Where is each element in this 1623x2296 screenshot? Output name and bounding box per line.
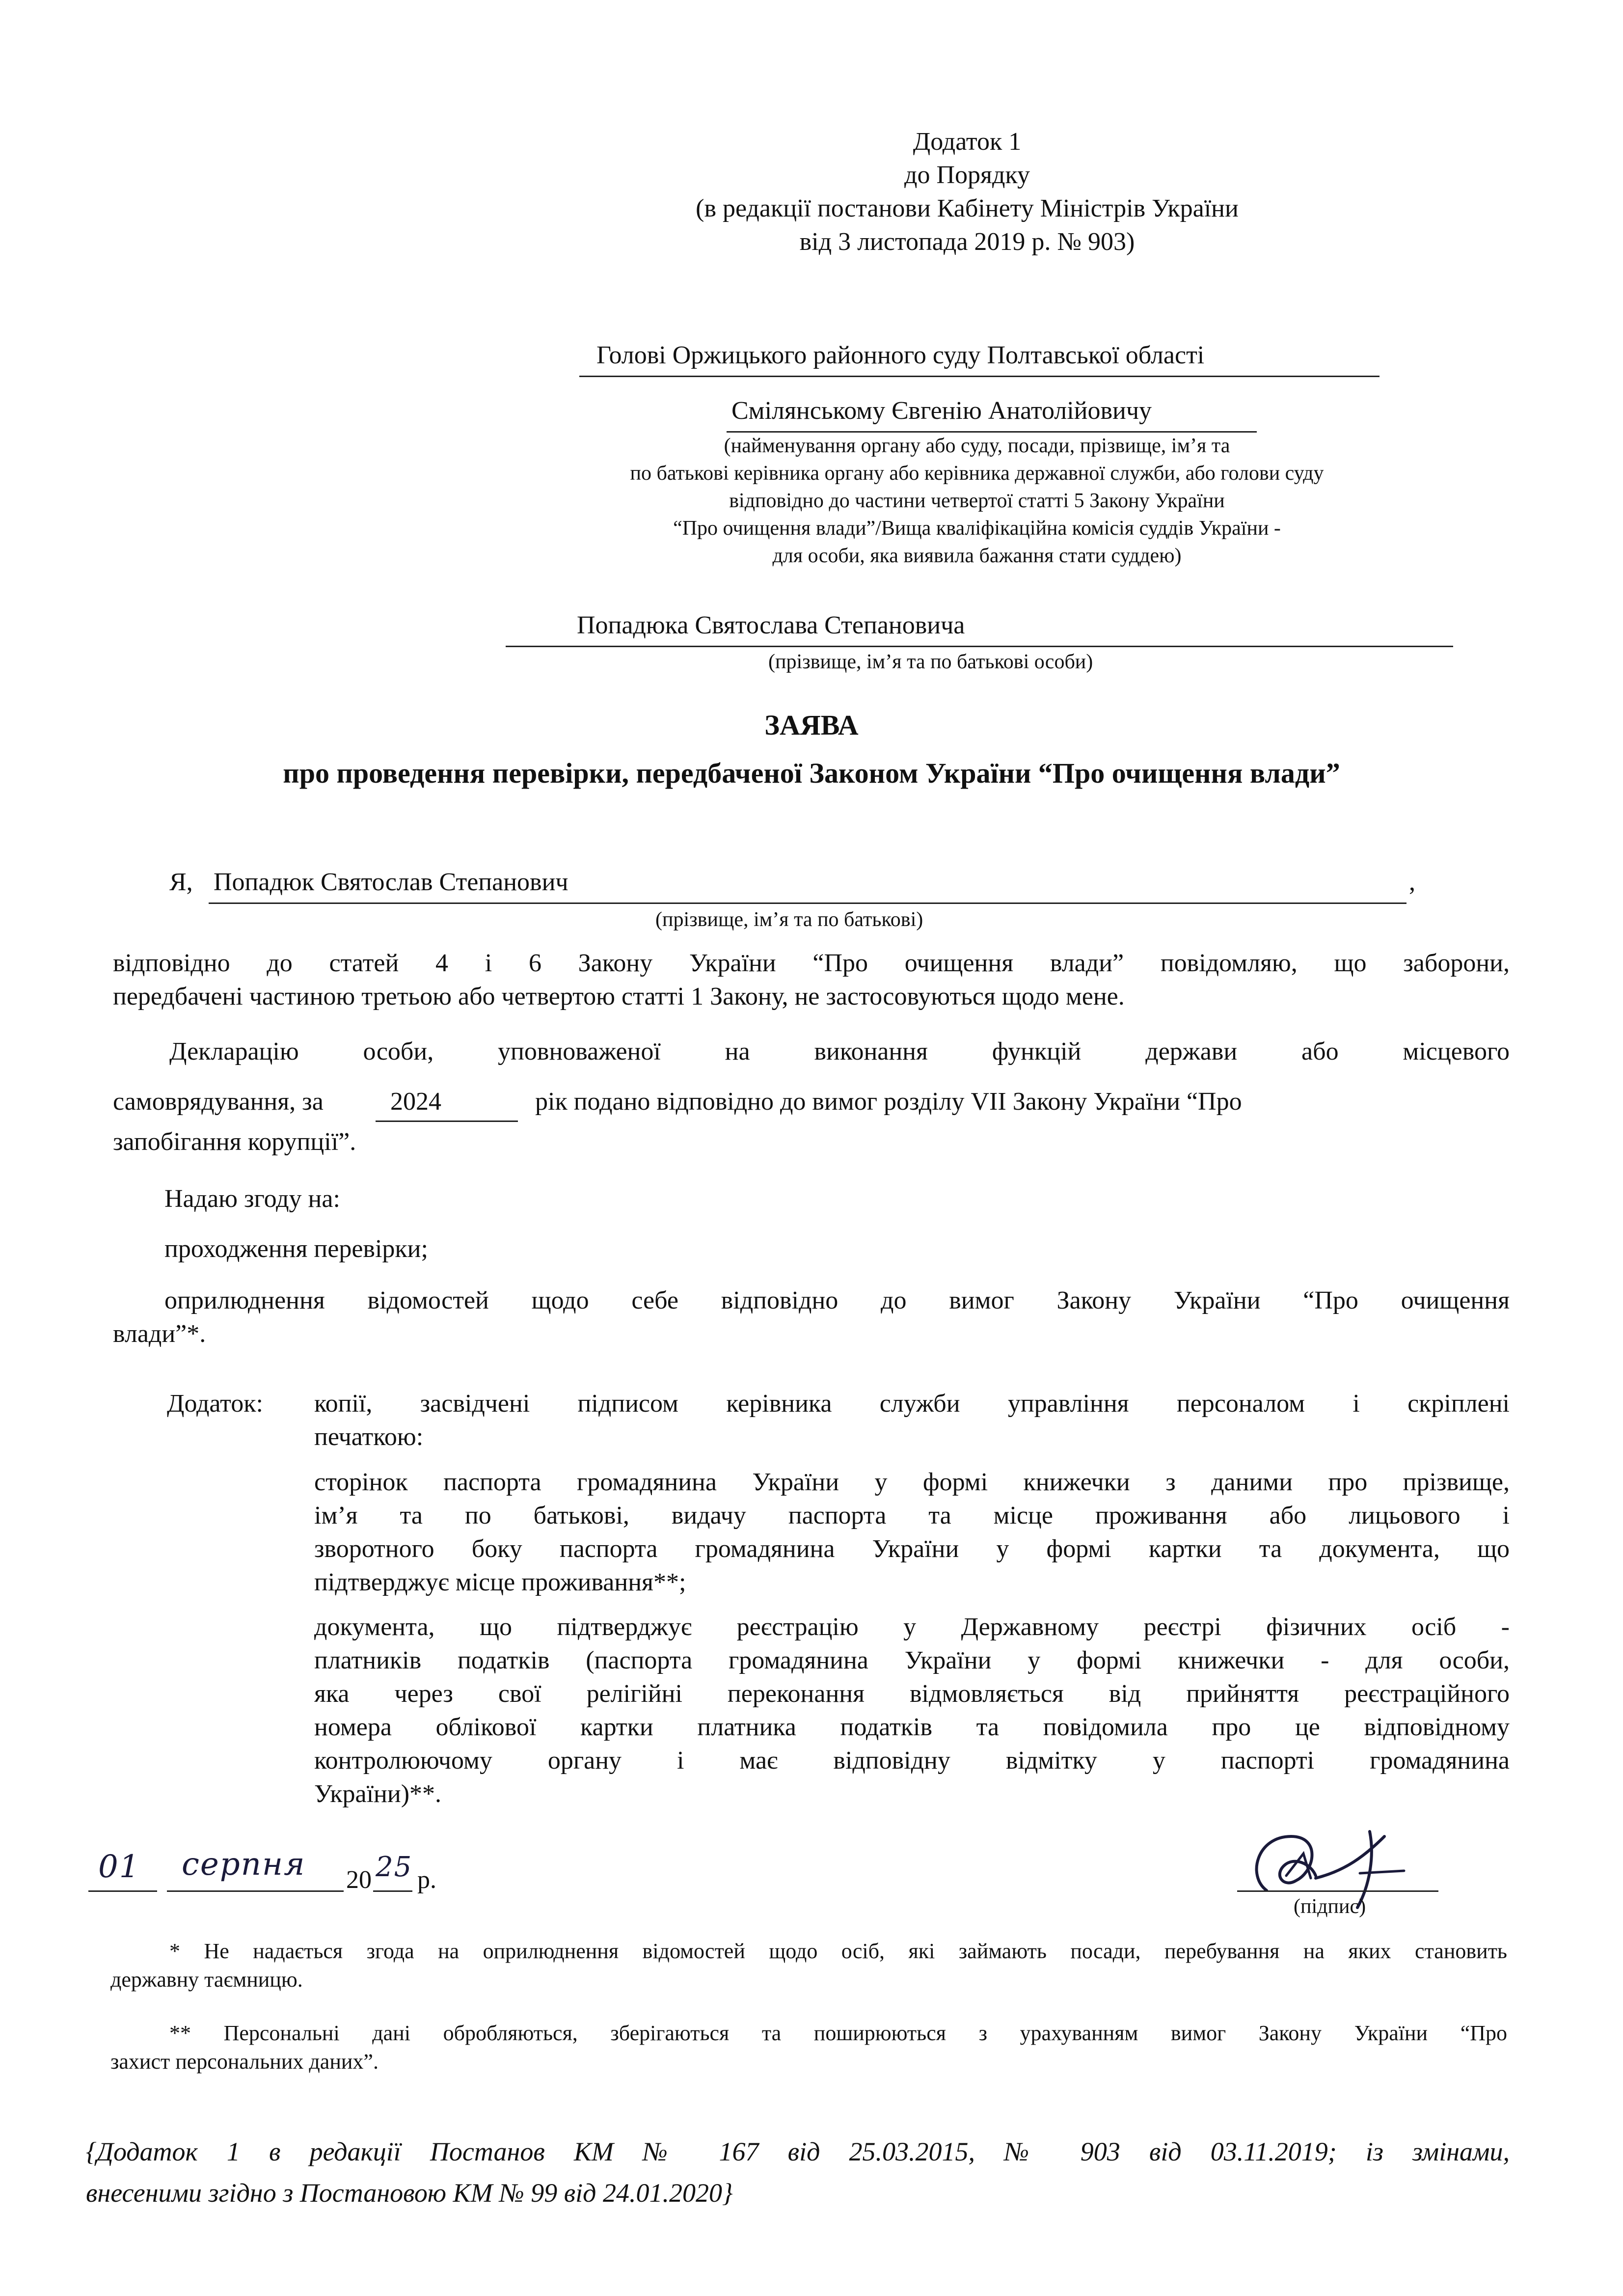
paragraph-1-line-2: передбачені частиною третьою або четвертою статті 1 Закону, не застосовуються щодо мене. — [113, 983, 1125, 1011]
consent-item-2-line-1: оприлюднення відомостей щодо себе відповідно до вимог Закону України “Про очищення — [164, 1286, 1510, 1314]
i-comma: , — [1409, 868, 1415, 896]
date-day: 01 — [98, 1849, 140, 1885]
attachment-label: Додаток: — [167, 1390, 263, 1418]
addressee-hint-3: відповідно до частини четвертої статті 5 Закону України — [729, 490, 1225, 512]
signature-hint: (підпис) — [1294, 1895, 1366, 1918]
footnote-1-line-1: * Не надається згода на оприлюднення відомостей щодо осіб, які займають посади, перебування на яких становить — [169, 1939, 1507, 1963]
header-line-2: до Порядку — [904, 161, 1030, 189]
attachment-b-line-4: підтверджує місце проживання**; — [314, 1568, 686, 1596]
applicant-underline — [506, 646, 1453, 647]
declaration-year: 2024 — [390, 1088, 441, 1116]
header-line-3: (в редакції постанови Кабінету Міністрів України — [696, 194, 1239, 222]
date-year-prefix: 20 — [346, 1866, 372, 1894]
edition-note-line-2: внесеними згідно з Постановою КМ № 99 від 24.01.2020} — [86, 2178, 733, 2208]
i-prefix: Я, — [169, 868, 193, 896]
footnote-2-line-2: захист персональних даних”. — [110, 2050, 379, 2074]
paragraph-2 — [113, 1035, 1510, 1068]
footnote-2-line-1: ** Персональні дані обробляються, зберігаються та поширюються з урахуванням вимог Закону України “Про — [169, 2021, 1507, 2045]
addressee-hint-5: для особи, яка виявила бажання стати суддею) — [772, 545, 1182, 567]
paragraph-1 — [113, 947, 1510, 1013]
footnote-1 — [110, 1937, 1507, 1994]
date-year-underline — [373, 1890, 412, 1892]
declaration-year-underline — [376, 1121, 518, 1122]
header-block — [599, 125, 1335, 259]
attachment-c-line-4: номера облікової картки платника податків та повідомила про це відповідному — [314, 1713, 1510, 1741]
consent-item-2-line-2: влади”*. — [113, 1320, 206, 1348]
edition-note-line-1: {Додаток 1 в редакції Постанов КМ № 167 від 25.03.2015, № 903 від 03.11.2019; із змінами, — [86, 2137, 1510, 2166]
consent-heading: Надаю згоду на: — [164, 1185, 340, 1213]
paragraph-2-line-2a: самоврядування, за — [113, 1088, 324, 1116]
i-hint: (прізвище, ім’я та по батькові) — [655, 908, 923, 931]
attachment-b-line-2: ім’я та по батькові, видачу паспорта та місце проживання або лицьового і — [314, 1502, 1510, 1530]
i-name: Попадюк Святослав Степанович — [214, 868, 568, 896]
attachment-c-line-6: України)**. — [314, 1780, 442, 1808]
paragraph-2-line-2b: рік подано відповідно до вимог розділу VII Закону України “Про — [535, 1088, 1242, 1116]
addressee-hint — [491, 432, 1463, 570]
i-name-underline — [209, 902, 1407, 904]
attachment-a — [314, 1387, 1510, 1454]
footnote-2 — [110, 2019, 1507, 2076]
date-year-end: р. — [417, 1866, 436, 1894]
consent-item-1: проходження перевірки; — [164, 1235, 428, 1263]
document-subtitle: про проведення перевірки, передбаченої Законом України “Про очищення влади” — [283, 757, 1340, 789]
attachment-a-line-1: копії, засвідчені підписом керівника служби управління персоналом і скріплені — [314, 1390, 1510, 1418]
attachment-c-line-1: документа, що підтверджує реєстрацію у Державному реєстрі фізичних осіб - — [314, 1613, 1510, 1641]
header-line-1: Додаток 1 — [913, 128, 1022, 156]
attachment-c-line-5: контролюючому органу і має відповідну відмітку у паспорті громадянина — [314, 1747, 1510, 1775]
paragraph-2-line-1: Декларацію особи, уповноваженої на виконання функцій держави або місцевого — [169, 1038, 1510, 1066]
paragraph-1-line-1: відповідно до статей 4 і 6 Закону України “Про очищення влади” повідомляю, що заборони, — [113, 949, 1510, 977]
date-month: серпня — [182, 1846, 306, 1883]
attachment-b — [314, 1466, 1510, 1599]
edition-note — [86, 2131, 1510, 2214]
paragraph-2-line-3: запобігання корупції”. — [113, 1128, 356, 1156]
addressee-organ-underline — [579, 376, 1380, 377]
attachment-c-line-3: яка через свої релігійні переконання відмовляється від прийняття реєстраційного — [314, 1680, 1510, 1708]
applicant-name: Попадюка Святослава Степановича — [577, 611, 965, 639]
applicant-hint: (прізвище, ім’я та по батькові особи) — [768, 651, 1093, 673]
addressee-organ: Голові Оржицького районного суду Полтавської області — [596, 341, 1205, 369]
header-line-4: від 3 листопада 2019 р. № 903) — [799, 228, 1135, 256]
addressee-hint-2: по батькові керівника органу або керівника державної служби, або голови суду — [630, 462, 1324, 485]
footnote-1-line-2: державну таємницю. — [110, 1968, 303, 1992]
addressee-hint-4: “Про очищення влади”/Вища кваліфікаційна комісія суддів України - — [673, 517, 1281, 540]
addressee-person: Смілянському Євгенію Анатолійовичу — [731, 397, 1152, 425]
attachment-b-line-1: сторінок паспорта громадянина України у формі книжечки з даними про прізвище, — [314, 1468, 1510, 1496]
consent-item-2 — [113, 1284, 1510, 1351]
attachment-c — [314, 1611, 1510, 1811]
attachment-b-line-3: зворотного боку паспорта громадянина України у формі картки та документа, що — [314, 1535, 1510, 1563]
signature-underline — [1237, 1890, 1438, 1892]
date-year-suffix: 25 — [376, 1851, 413, 1883]
attachment-c-line-2: платників податків (паспорта громадянина України у формі книжечки - для особи, — [314, 1646, 1510, 1674]
date-day-underline — [88, 1890, 157, 1892]
date-month-underline — [167, 1890, 344, 1892]
document-title: ЗАЯВА — [764, 709, 859, 741]
attachment-a-line-2: печаткою: — [314, 1423, 424, 1451]
addressee-hint-1: (найменування органу або суду, посади, прізвище, ім’я та — [724, 435, 1230, 457]
